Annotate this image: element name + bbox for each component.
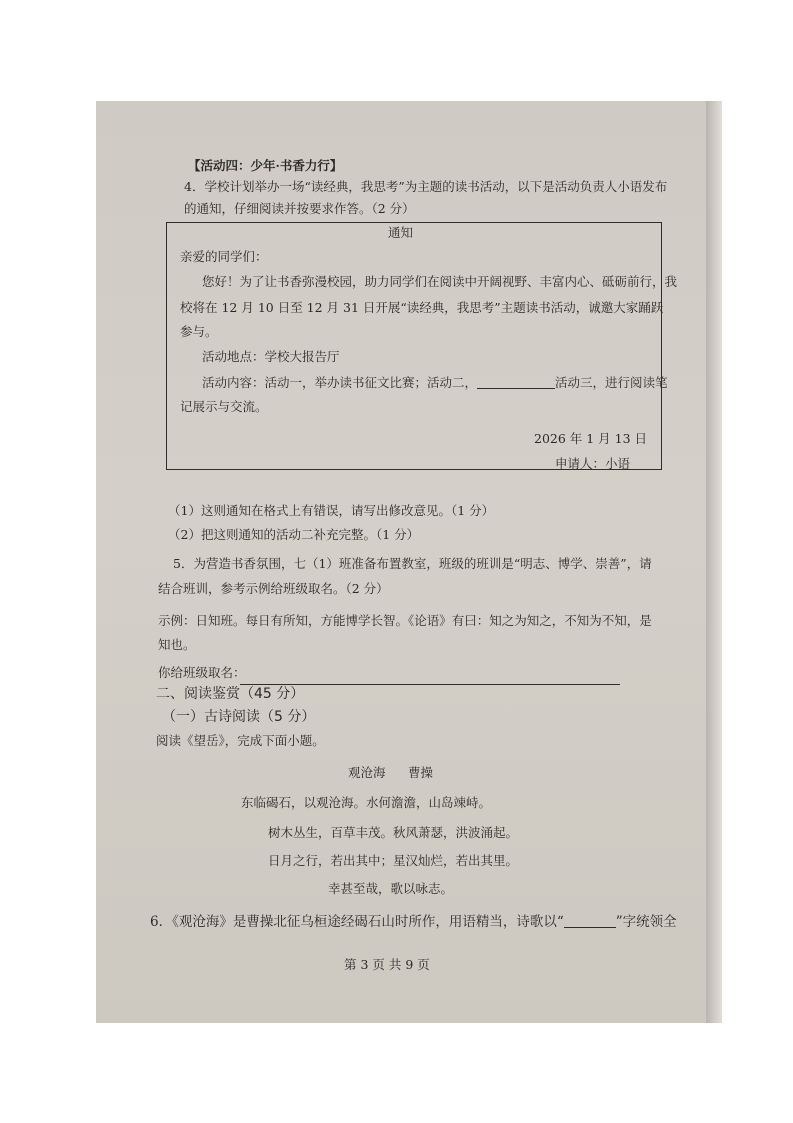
section2-title: 二、阅读鉴赏（45 分） — [156, 686, 305, 702]
notice-content-line1 — [202, 375, 668, 391]
q4-line1: 4．学校计划举办一场“读经典，我思考”为主题的读书活动，以下是活动负责人小语发布 — [184, 179, 668, 194]
notice-title: 通知 — [388, 225, 414, 240]
notice-location: 活动地点：学校大报告厅 — [202, 349, 340, 364]
q4-sub2: （2）把这则通知的活动二补充完整。（1 分） — [168, 527, 420, 542]
q5-answer-label: 你给班级取名： — [158, 665, 246, 680]
paper-edge — [706, 101, 722, 1023]
q6-blank — [564, 915, 616, 928]
notice-content-line2: 记展示与交流。 — [180, 399, 268, 414]
q4-sub1: （1）这则通知在格式上有错误，请写出修改意见。（1 分） — [168, 503, 495, 518]
poem-title: 观沧海 — [348, 765, 386, 780]
q4-line2: 的通知，仔细阅读并按要求作答。（2 分） — [184, 201, 415, 216]
notice-body-line2: 校将在 12 月 10 日至 12 月 31 日开展“读经典，我思考”主题读书活动，诚邀大家踊跃 — [180, 300, 664, 315]
subsection1-title: （一）古诗阅读（5 分） — [162, 709, 316, 725]
q5-line1: 5．为营造书香氛围，七（1）班准备布置教室，班级的班训是“明志、博学、崇善”，请 — [173, 556, 652, 571]
reading-instruction: 阅读《望岳》，完成下面小题。 — [156, 733, 325, 748]
poem-line-1: 东临碣石，以观沧海。水何澹澹，山岛竦峙。 — [241, 795, 492, 810]
notice-greeting: 亲爱的同学们： — [180, 249, 268, 264]
poem-line-2: 树木丛生，百草丰茂。秋风萧瑟，洪波涌起。 — [268, 825, 519, 840]
q6-line — [150, 914, 677, 930]
poem-line-3: 日月之行，若出其中；星汉灿烂，若出其里。 — [268, 853, 519, 868]
q5-example-line2: 知也。 — [158, 637, 196, 652]
exam-page — [96, 101, 721, 1023]
poem-author: 曹操 — [408, 765, 434, 780]
q6-suffix: ”字统领全 — [615, 914, 677, 930]
notice-body-line1: 您好！为了让书香弥漫校园，助力同学们在阅读中开阔视野、丰富内心、砥砺前行，我 — [202, 274, 678, 289]
notice-body-line3: 参与。 — [180, 324, 218, 339]
page-footer: 第 3 页 共 9 页 — [344, 957, 430, 972]
q6-prefix: 6．《观沧海》是曹操北征乌桓途经碣石山时所作，用语精当，诗歌以“ — [150, 914, 564, 930]
q5-line2: 结合班训，参考示例给班级取名。（2 分） — [158, 581, 389, 596]
notice-date: 2026 年 1 月 13 日 — [534, 431, 648, 446]
activity2-blank — [477, 376, 555, 389]
activity-heading: 【活动四：少年·书香力行】 — [188, 158, 343, 173]
q5-example-line1: 示例：日知班。每日有所知，方能博学长智。《论语》有曰：知之为知之，不知为不知，是 — [158, 613, 652, 628]
q5-answer-line — [240, 684, 620, 685]
notice-signature: 申请人：小语 — [555, 456, 631, 471]
poem-line-4: 幸甚至哉，歌以咏志。 — [328, 881, 454, 896]
notice-content-prefix: 活动内容：活动一，举办读书征文比赛；活动二， — [202, 375, 478, 390]
notice-content-suffix: 活动三，进行阅读笔 — [555, 375, 668, 390]
